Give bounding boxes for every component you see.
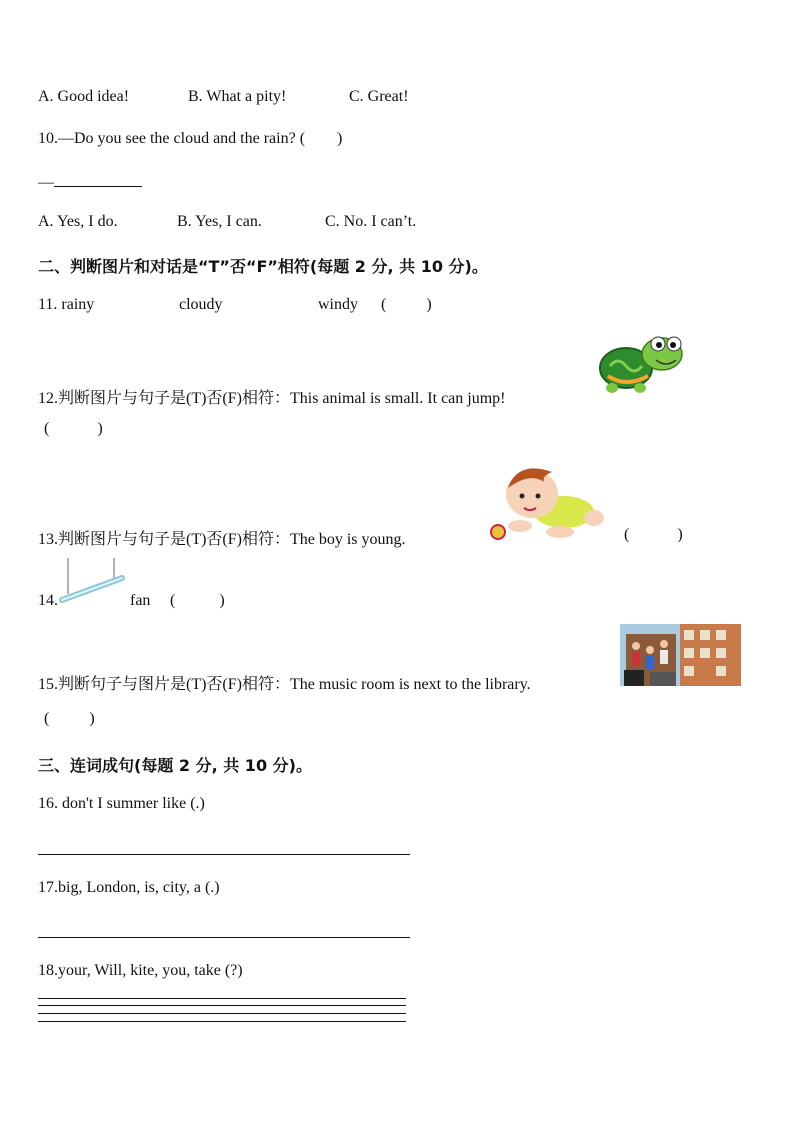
q14-answer-paren: ( ): [170, 592, 225, 609]
q18-answer-line-4: [38, 1021, 406, 1022]
q17-answer-line: [38, 937, 410, 938]
q10-option-b: B. Yes, I can.: [177, 213, 262, 230]
q17-words: 17.big, London, is, city, a (.): [38, 879, 220, 896]
fluorescent-lamp-picture: [58, 556, 126, 606]
q10-answer-paren: ( ): [299, 130, 343, 147]
q10-option-c: C. No. I can’t.: [325, 213, 417, 230]
q10-answer-line: [38, 172, 142, 192]
q10-question-text: 10.—Do you see the cloud and the rain?: [38, 130, 296, 147]
q11-word-1: 11. rainy: [38, 296, 95, 313]
q10-blank: [54, 172, 142, 187]
q12-text: 12.判断图片与句子是(T)否(F)相符：This animal is small. It can jump!: [38, 390, 506, 407]
q11-word-2: cloudy: [179, 296, 223, 313]
q18-answer-line-3: [38, 1013, 406, 1014]
q9-option-c: C. Great!: [349, 88, 409, 105]
q15-answer-paren: ( ): [44, 710, 95, 727]
q18-answer-line-1: [38, 998, 406, 999]
baby-picture: [486, 462, 606, 542]
q9-option-b: B. What a pity!: [188, 88, 287, 105]
q11-word-3: windy: [318, 296, 358, 313]
section3-heading: 三、连词成句(每题 2 分, 共 10 分)。: [38, 756, 312, 775]
q14-number: 14.: [38, 592, 58, 609]
q16-words: 16. don't I summer like (.): [38, 795, 205, 812]
q18-words: 18.your, Will, kite, you, take (?): [38, 962, 243, 979]
q18-answer-line-2: [38, 1005, 406, 1006]
turtle-picture: [596, 330, 688, 398]
q14-word: fan: [130, 592, 151, 609]
q9-option-a: A. Good idea!: [38, 88, 130, 105]
q13-answer-paren: ( ): [624, 526, 683, 543]
library-picture: [620, 624, 741, 686]
q15-text: 15.判断句子与图片是(T)否(F)相符：The music room is next to the library.: [38, 676, 531, 693]
q12-answer-paren: ( ): [44, 420, 103, 437]
q10-dash: —: [38, 174, 54, 191]
q10-question: [38, 130, 342, 148]
q16-answer-line: [38, 854, 410, 855]
section2-heading: 二、判断图片和对话是“T”否“F”相符(每题 2 分, 共 10 分)。: [38, 257, 488, 276]
q10-option-a: A. Yes, I do.: [38, 213, 118, 230]
q13-text: 13.判断图片与句子是(T)否(F)相符：The boy is young.: [38, 531, 406, 548]
q11-answer-paren: ( ): [381, 296, 432, 313]
